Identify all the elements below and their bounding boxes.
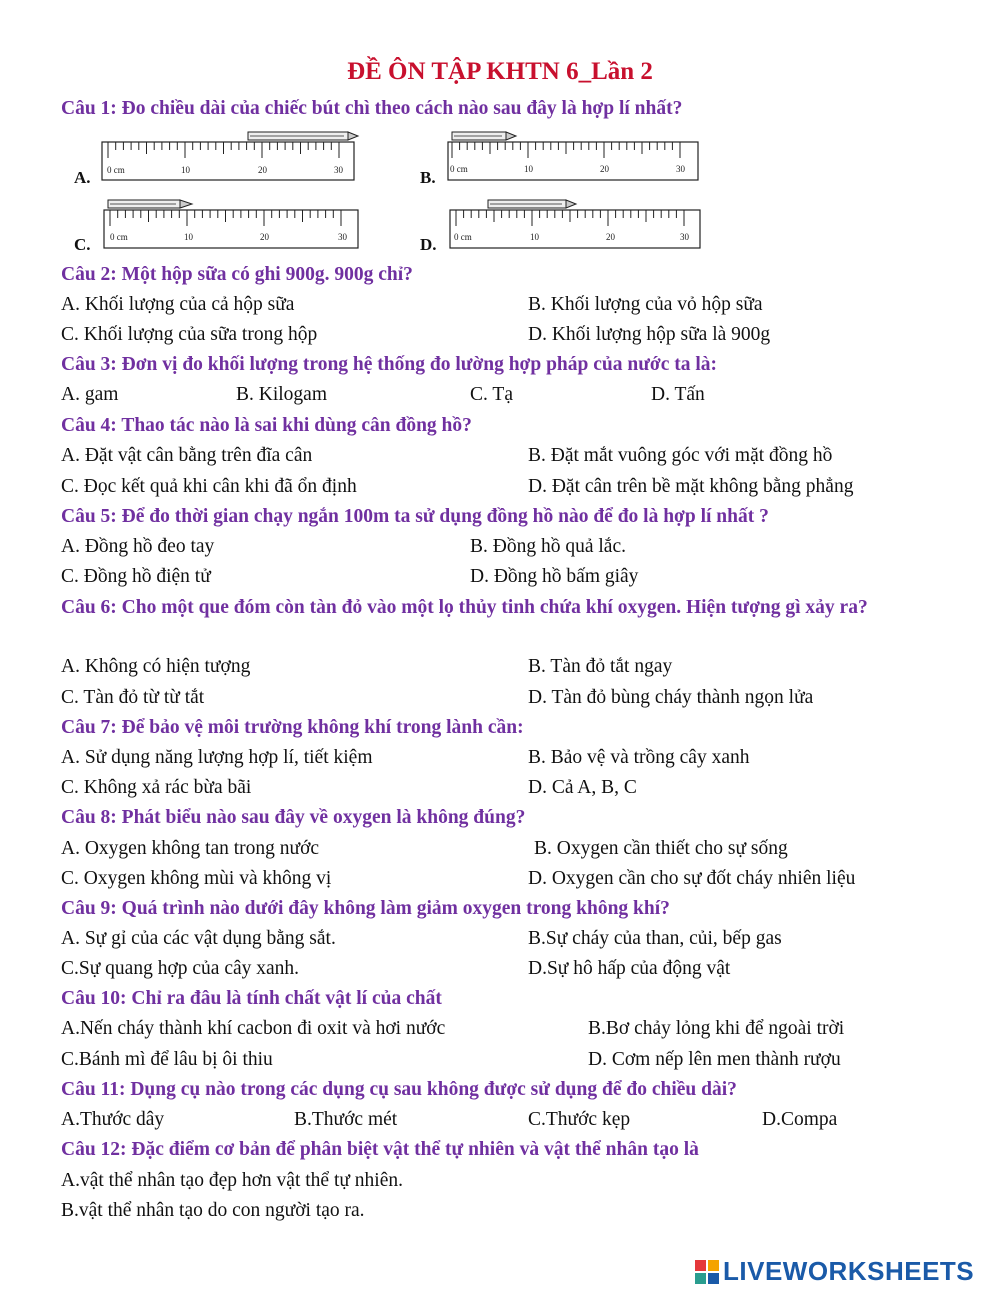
ruler-label: 10 xyxy=(181,165,190,175)
ruler-option-c xyxy=(100,196,362,252)
liveworksheets-brand: LIVEWORKSHEETS xyxy=(723,1256,975,1286)
q3-answer-b[interactable]: B. Kilogam xyxy=(236,384,327,405)
figure-label-a: A. xyxy=(74,168,91,187)
pencil-icon xyxy=(248,132,358,140)
ruler-label: 0 cm xyxy=(454,232,472,242)
ruler-label: 20 xyxy=(260,232,269,242)
ruler-option-a xyxy=(100,128,360,184)
q2-answer-c[interactable]: C. Khối lượng của sữa trong hộp xyxy=(61,324,318,345)
question-8: Câu 8: Phát biểu nào sau đây về oxygen là không đúng? xyxy=(61,807,526,828)
pencil-icon xyxy=(452,132,516,140)
q5-answer-a[interactable]: A. Đồng hồ đeo tay xyxy=(61,536,215,557)
q9-answer-b[interactable]: B.Sự cháy của than, củi, bếp gas xyxy=(528,928,782,949)
q7-answer-d[interactable]: D. Cả A, B, C xyxy=(528,777,637,798)
q5-answer-b[interactable]: B. Đồng hồ quả lắc. xyxy=(470,536,626,557)
ruler-label: 30 xyxy=(680,232,689,242)
q10-answer-b[interactable]: B.Bơ chảy lỏng khi để ngoài trời xyxy=(588,1018,845,1039)
ruler-label: 10 xyxy=(524,164,533,174)
q10-answer-c[interactable]: C.Bánh mì để lâu bị ôi thiu xyxy=(61,1049,273,1070)
ruler-label: 30 xyxy=(338,232,347,242)
ruler-label: 10 xyxy=(530,232,539,242)
q8-answer-a[interactable]: A. Oxygen không tan trong nước xyxy=(61,838,320,859)
q3-answer-d[interactable]: D. Tấn xyxy=(651,384,705,405)
liveworksheets-footer[interactable] xyxy=(695,1256,974,1287)
page-title: ĐỀ ÔN TẬP KHTN 6_Lần 2 xyxy=(347,58,653,85)
q3-answer-a[interactable]: A. gam xyxy=(61,384,119,405)
question-12: Câu 12: Đặc điểm cơ bản để phân biệt vật thể tự nhiên và vật thể nhân tạo là xyxy=(61,1139,699,1160)
q11-answer-c[interactable]: C.Thước kẹp xyxy=(528,1109,631,1130)
q12-answer-b[interactable]: B.vật thể nhân tạo do con người tạo ra. xyxy=(61,1200,365,1221)
ruler-label: 10 xyxy=(184,232,193,242)
q11-answer-d[interactable]: D.Compa xyxy=(762,1109,838,1130)
question-4: Câu 4: Thao tác nào là sai khi dùng cân đồng hồ? xyxy=(61,415,472,436)
ruler-label: 20 xyxy=(258,165,267,175)
figure-label-c: C. xyxy=(74,235,91,254)
figure-label-d: D. xyxy=(420,235,437,254)
q6-answer-c[interactable]: C. Tàn đỏ từ từ tắt xyxy=(61,687,205,708)
q6-answer-b[interactable]: B. Tàn đỏ tắt ngay xyxy=(528,656,673,677)
q11-answer-a[interactable]: A.Thước dây xyxy=(61,1109,165,1130)
ruler-option-b xyxy=(446,128,706,184)
question-10: Câu 10: Chỉ ra đâu là tính chất vật lí của chất xyxy=(61,988,442,1009)
q4-answer-c[interactable]: C. Đọc kết quả khi cân khi đã ổn định xyxy=(61,476,357,497)
q2-answer-a[interactable]: A. Khối lượng của cả hộp sữa xyxy=(61,294,295,315)
q8-answer-b[interactable]: B. Oxygen cần thiết cho sự sống xyxy=(534,838,788,859)
ruler-label: 20 xyxy=(600,164,609,174)
ruler-label: 0 cm xyxy=(107,165,125,175)
q6-answer-d[interactable]: D. Tàn đỏ bùng cháy thành ngọn lửa xyxy=(528,687,814,708)
question-2: Câu 2: Một hộp sữa có ghi 900g. 900g chỉ? xyxy=(61,264,413,285)
q10-answer-d[interactable]: D. Cơm nếp lên men thành rượu xyxy=(588,1049,841,1070)
q9-answer-d[interactable]: D.Sự hô hấp của động vật xyxy=(528,958,731,979)
question-7: Câu 7: Để bảo vệ môi trường không khí trong lành cần: xyxy=(61,717,524,738)
q8-answer-d[interactable]: D. Oxygen cần cho sự đốt cháy nhiên liệu xyxy=(528,868,856,889)
q11-answer-b[interactable]: B.Thước mét xyxy=(294,1109,398,1130)
figure-label-b: B. xyxy=(420,168,436,187)
question-5: Câu 5: Để đo thời gian chạy ngắn 100m ta sử dụng đồng hồ nào để đo là hợp lí nhất ? xyxy=(61,506,769,527)
q2-answer-d[interactable]: D. Khối lượng hộp sữa là 900g xyxy=(528,324,771,345)
question-6: Câu 6: Cho một que đóm còn tàn đỏ vào một lọ thủy tinh chứa khí oxygen. Hiện tượng gì xảy ra? xyxy=(61,597,868,618)
q9-answer-a[interactable]: A. Sự gỉ của các vật dụng bằng sắt. xyxy=(61,928,336,949)
q3-answer-c[interactable]: C. Tạ xyxy=(470,384,513,405)
q5-answer-c[interactable]: C. Đồng hồ điện tử xyxy=(61,566,211,587)
ruler-label: 0 cm xyxy=(110,232,128,242)
ruler-label: 30 xyxy=(676,164,685,174)
q4-answer-a[interactable]: A. Đặt vật cân bằng trên đĩa cân xyxy=(61,445,313,466)
ruler-label: 30 xyxy=(334,165,343,175)
q5-answer-d[interactable]: D. Đồng hồ bấm giây xyxy=(470,566,639,587)
q10-answer-a[interactable]: A.Nến cháy thành khí cacbon đi oxit và hơi nước xyxy=(61,1018,446,1039)
q9-answer-c[interactable]: C.Sự quang hợp của cây xanh. xyxy=(61,958,300,979)
q7-answer-a[interactable]: A. Sử dụng năng lượng hợp lí, tiết kiệm xyxy=(61,747,373,768)
question-9: Câu 9: Quá trình nào dưới đây không làm giảm oxygen trong không khí? xyxy=(61,898,670,919)
q12-answer-a[interactable]: A.vật thể nhân tạo đẹp hơn vật thể tự nhiên. xyxy=(61,1170,404,1191)
q6-answer-a[interactable]: A. Không có hiện tượng xyxy=(61,656,251,677)
q7-answer-c[interactable]: C. Không xả rác bừa bãi xyxy=(61,777,252,798)
question-3: Câu 3: Đơn vị đo khối lượng trong hệ thống đo lường hợp pháp của nước ta là: xyxy=(61,354,718,375)
liveworksheets-logo-icon xyxy=(695,1260,719,1284)
ruler-option-d xyxy=(448,196,706,252)
q4-answer-b[interactable]: B. Đặt mắt vuông góc với mặt đồng hồ xyxy=(528,445,833,466)
question-1: Câu 1: Đo chiều dài của chiếc bút chì theo cách nào sau đây là hợp lí nhất? xyxy=(61,98,683,119)
q2-answer-b[interactable]: B. Khối lượng của vỏ hộp sữa xyxy=(528,294,763,315)
ruler-label: 0 cm xyxy=(450,164,468,174)
q7-answer-b[interactable]: B. Bảo vệ và trồng cây xanh xyxy=(528,747,750,768)
question-11: Câu 11: Dụng cụ nào trong các dụng cụ sau không được sử dụng để đo chiều dài? xyxy=(61,1079,737,1100)
pencil-icon xyxy=(488,200,576,208)
pencil-icon xyxy=(108,200,192,208)
q8-answer-c[interactable]: C. Oxygen không mùi và không vị xyxy=(61,868,332,889)
ruler-label: 20 xyxy=(606,232,615,242)
q4-answer-d[interactable]: D. Đặt cân trên bề mặt không bằng phẳng xyxy=(528,476,854,497)
